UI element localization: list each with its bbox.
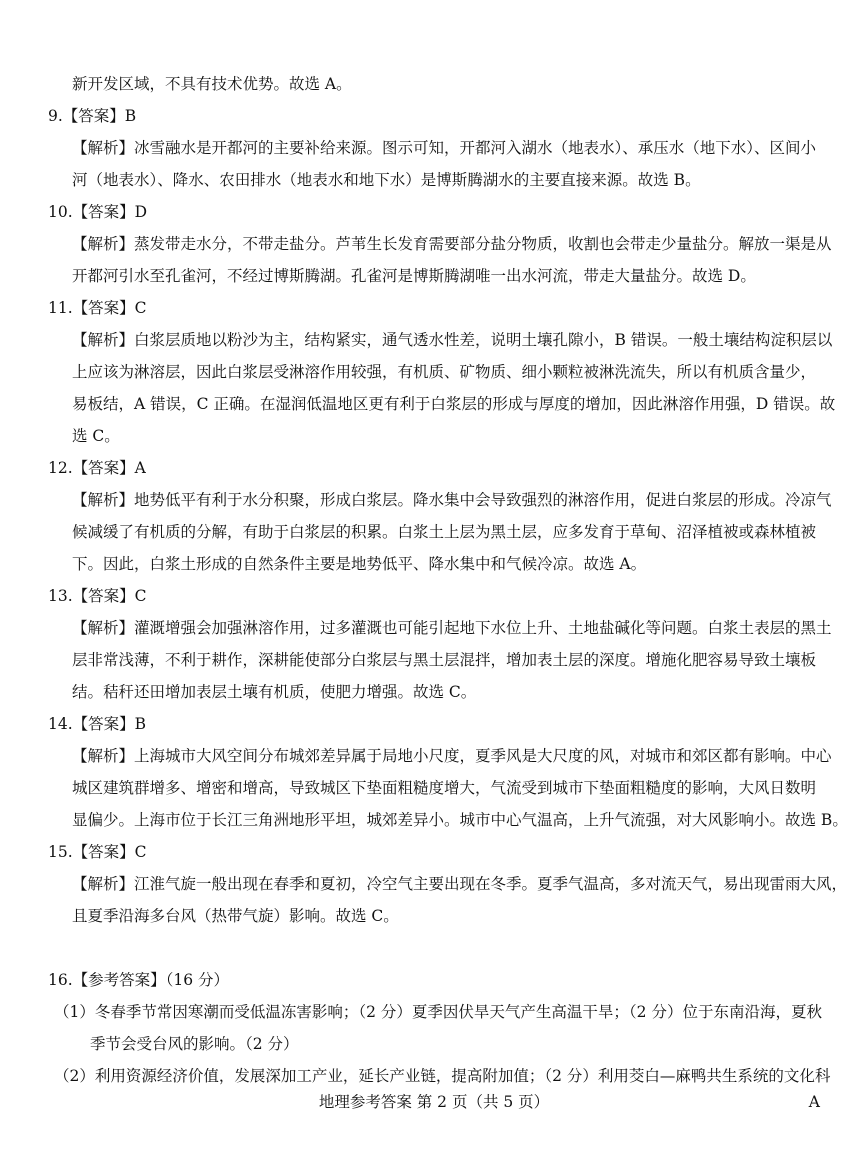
text-line: 结。秸秆还田增加表层土壤有机质，使肥力增强。故选 C。 (72, 683, 477, 701)
question-9-answer: 9.【答案】B (48, 107, 137, 125)
question-13-analysis: 【解析】灌溉增强会加强淋溶作用，过多灌溉也可能引起地下水位上升、土地盐碱化等问题。白浆土表层的黑土 (72, 619, 832, 637)
question-11-answer: 11.【答案】C (48, 299, 147, 317)
question-15-answer: 15.【答案】C (48, 843, 147, 861)
version-label: A (808, 1093, 820, 1111)
text-line: 新开发区域，不具有技术优势。故选 A。 (72, 75, 352, 93)
question-16-part-1: （1）冬春季节常因寒潮而受低温冻害影响；（2 分）夏季因伏旱天气产生高温干旱；（2 分）位于东南沿海，夏秋 (54, 1003, 822, 1021)
question-16-header: 16.【参考答案】（16 分） (48, 971, 230, 989)
question-11-analysis: 【解析】白浆层质地以粉沙为主，结构紧实，通气透水性差，说明土壤孔隙小，B 错误。一般土壤结构淀积层以 (72, 331, 833, 349)
question-16-part-2: （2）利用资源经济价值，发展深加工产业，延长产业链，提高附加值；（2 分）利用茭白—麻鸭共生系统的文化科 (54, 1067, 831, 1085)
text-line: 层非常浅薄，不利于耕作，深耕能使部分白浆层与黑土层混拌，增加表土层的深度。增施化肥容易导致土壤板 (72, 651, 817, 669)
text-line: 开都河引水至孔雀河，不经过博斯腾湖。孔雀河是博斯腾湖唯一出水河流，带走大量盐分。故选 D。 (72, 267, 756, 285)
question-15-analysis: 【解析】江淮气旋一般出现在春季和夏初，冷空气主要出现在冬季。夏季气温高，多对流天气，易出现雷雨大风， (72, 875, 848, 893)
text-line: 河（地表水）、降水、农田排水（地表水和地下水）是博斯腾湖水的主要直接来源。故选 B。 (72, 171, 701, 189)
question-10-analysis: 【解析】蒸发带走水分，不带走盐分。芦苇生长发育需要部分盐分物质，收割也会带走少量盐分。解放一渠是从 (72, 235, 832, 253)
text-line: 候减缓了有机质的分解，有助于白浆层的积累。白浆土上层为黑土层，应多发育于草甸、沼泽植被或森林植被 (72, 523, 817, 541)
question-12-answer: 12.【答案】A (48, 459, 146, 477)
question-10-answer: 10.【答案】D (48, 203, 148, 221)
question-12-analysis: 【解析】地势低平有利于水分积聚，形成白浆层。降水集中会导致强烈的淋溶作用，促进白浆层的形成。冷凉气 (72, 491, 832, 509)
question-14-answer: 14.【答案】B (48, 715, 147, 733)
text-line: 上应该为淋溶层，因此白浆层受淋溶作用较强，有机质、矿物质、细小颗粒被淋洗流失，所以有机质含量少， (72, 363, 817, 381)
text-line: 季节会受台风的影响。（2 分） (90, 1035, 299, 1053)
question-13-answer: 13.【答案】C (48, 587, 147, 605)
question-14-analysis: 【解析】上海城市大风空间分布城郊差异属于局地小尺度，夏季风是大尺度的风，对城市和郊区都有影响。中心 (72, 747, 832, 765)
text-line: 且夏季沿海多台风（热带气旋）影响。故选 C。 (72, 907, 399, 925)
text-line: 选 C。 (72, 427, 120, 445)
question-9-analysis: 【解析】冰雪融水是开都河的主要补给来源。图示可知，开都河入湖水（地表水）、承压水（地下水）、区间小 (72, 139, 817, 157)
text-line: 易板结，A 错误，C 正确。在湿润低温地区更有利于白浆层的形成与厚度的增加，因此淋溶作用强，D 错误。故 (72, 395, 836, 413)
text-line: 显偏少。上海市位于长江三角洲地形平坦，城郊差异小。城市中心气温高，上升气流强，对大风影响小。故选 B。 (72, 811, 848, 829)
text-line: 城区建筑群增多、增密和增高，导致城区下垫面粗糙度增大，气流受到城市下垫面粗糙度的影响，大风日数明 (72, 779, 817, 797)
text-line: 下。因此，白浆土形成的自然条件主要是地势低平、降水集中和气候冷凉。故选 A。 (72, 555, 647, 573)
page-footer: 地理参考答案 第 2 页（共 5 页） (318, 1093, 550, 1111)
